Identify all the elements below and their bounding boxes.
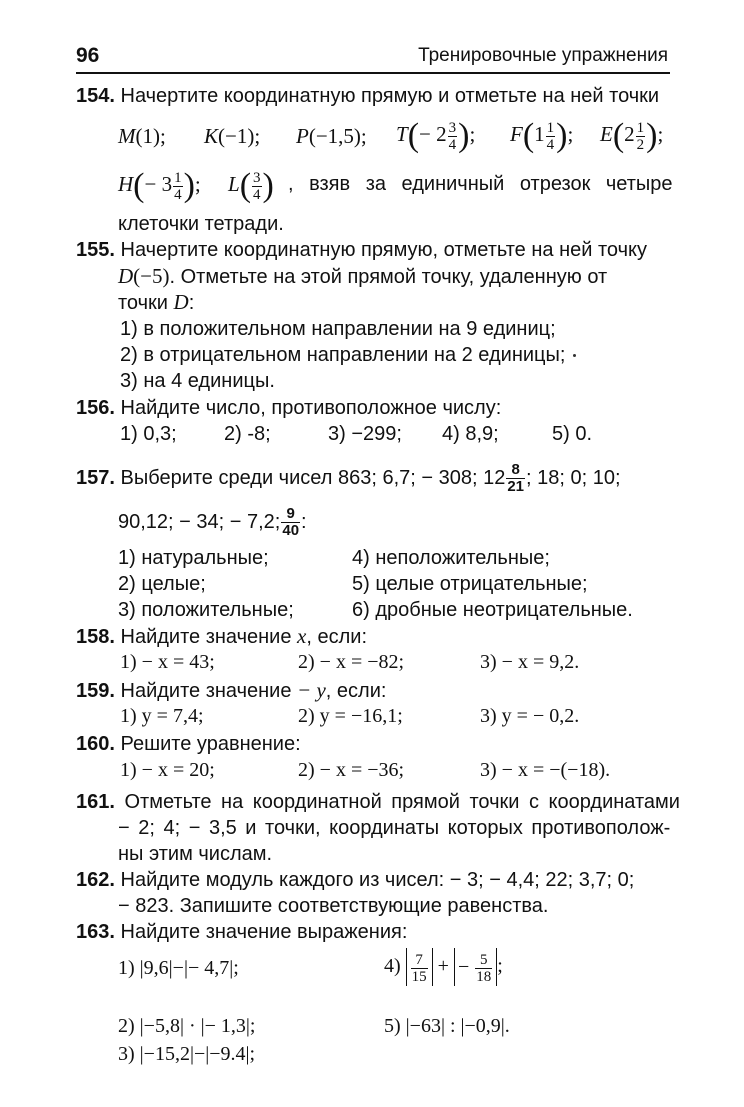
fraction xyxy=(546,120,556,153)
numerator: 7 xyxy=(411,952,428,969)
exercise-number: 159. xyxy=(76,680,115,702)
exercise-158-line-1 xyxy=(76,624,367,649)
numerator: 1 xyxy=(174,169,182,186)
exercise-159-option-2: 2) y = −16,1; xyxy=(298,705,403,727)
point-label: E xyxy=(600,122,613,146)
point-coord: (1); xyxy=(135,124,166,148)
exercise-155-item-1: 1) в положительном направлении на 9 единиц; xyxy=(120,318,556,340)
exercise-160-option-2: 2) − x = −36; xyxy=(298,759,405,781)
mixed-whole: 2 xyxy=(624,122,635,146)
exercise-157-line-1 xyxy=(76,458,621,498)
paren: ) xyxy=(183,167,195,205)
point-label: H xyxy=(118,172,134,196)
punctuation: : xyxy=(301,511,307,533)
exercise-160-option-3: 3) − x = −(−18). xyxy=(480,759,611,781)
point-f: F(1 $\frac{1}{4}$ ); xyxy=(510,117,574,155)
exercise-157-choice-6: 6) дробные неотрицательные. xyxy=(352,599,633,621)
denominator: 4 xyxy=(448,136,457,153)
numerator: 5 xyxy=(475,952,492,969)
denominator: 15 xyxy=(411,969,427,986)
exercise-154-line-4: клеточки тетради. xyxy=(118,213,284,235)
point-label: D xyxy=(118,264,134,288)
exercise-163-expr-3: 3) |−15,2|−|−9.4|; xyxy=(118,1043,256,1065)
point-label: M xyxy=(118,124,136,148)
exercise-text: . Отметьте на этой прямой точку, удаленную от xyxy=(169,266,608,288)
exercise-158-option-1: 1) − x = 43; xyxy=(120,651,215,673)
exercise-text: точки xyxy=(118,292,174,314)
variable: − y xyxy=(297,678,326,702)
exercise-163-expr-2: 2) |−5,8| · |− 1,3|; xyxy=(118,1015,256,1037)
point-t: T(− 2 $\frac{3}{4}$ ); xyxy=(396,117,476,155)
point-label: F xyxy=(510,122,523,146)
exercise-157-choice-2: 2) целые; xyxy=(118,573,206,595)
point-label: K xyxy=(204,124,219,148)
exercise-162-line-1 xyxy=(76,868,634,892)
fraction xyxy=(506,462,525,495)
exercise-162-line-2: − 823. Запишите соответствующие равенства. xyxy=(118,895,549,917)
paren: ( xyxy=(133,167,145,205)
point-label: T xyxy=(396,122,408,146)
exercise-text: Найдите значение xyxy=(120,680,298,702)
fraction xyxy=(252,170,262,203)
exercise-155-item-2 xyxy=(120,343,576,367)
exercise-number: 161. xyxy=(76,791,115,813)
exercise-text: Найдите число, противоположное числу: xyxy=(120,397,502,419)
exercise-156-option-2: 2) -8; xyxy=(224,423,271,445)
paren: ) xyxy=(646,117,658,155)
exercise-157-choice-1: 1) натуральные; xyxy=(118,547,269,569)
exercise-158-option-2: 2) − x = −82; xyxy=(298,651,405,673)
mixed-whole: − 3 xyxy=(144,172,173,196)
point-coord: (−1); xyxy=(218,124,261,148)
exercise-155-line-3 xyxy=(118,290,194,315)
exercise-154-points-row-1 xyxy=(118,124,166,148)
fraction xyxy=(281,506,300,539)
exercise-text: Найдите модуль каждого из чисел: − 3; − 4,4; 22; 3,7; 0; xyxy=(120,869,635,891)
sign: − xyxy=(457,956,470,979)
exercise-154-line-3: , взяв за единичный отрезок четыре xyxy=(288,173,673,195)
denominator: 40 xyxy=(282,522,300,540)
point-label: D xyxy=(173,290,189,314)
exercise-159-option-1: 1) y = 7,4; xyxy=(120,705,204,727)
exercise-161-line-3: ны этим числам. xyxy=(118,843,273,865)
denominator: 4 xyxy=(253,186,261,203)
fraction xyxy=(411,952,428,985)
numerator: 8 xyxy=(506,462,525,479)
exercise-157-choice-3: 3) положительные; xyxy=(118,599,294,621)
paren: ) xyxy=(262,167,274,205)
point-coord: (−5) xyxy=(133,264,170,288)
paren: ( xyxy=(239,167,252,205)
point-label: L xyxy=(228,172,240,196)
exercise-163-expr-1: 1) |9,6|−|− 4,7|; xyxy=(118,957,239,979)
exercise-text: 90,12; − 34; − 7,2; xyxy=(118,511,281,533)
item-text: 2) в отрицательном направлении на 2 единицы; xyxy=(120,344,566,366)
exercise-text: ; 18; 0; 10; xyxy=(526,467,621,489)
punctuation: : xyxy=(188,292,195,314)
point-l xyxy=(228,164,274,204)
operator: + xyxy=(437,955,449,977)
absolute-value xyxy=(454,948,497,986)
numerator: 3 xyxy=(448,119,457,136)
paren: ( xyxy=(612,117,625,155)
variable: x xyxy=(297,624,307,648)
exercise-156-option-4: 4) 8,9; xyxy=(442,423,499,445)
exercise-156-line-1 xyxy=(76,396,501,420)
exercise-160-line-1 xyxy=(76,732,301,756)
denominator: 18 xyxy=(476,969,492,986)
paren: ) xyxy=(556,117,568,155)
exercise-text: Найдите значение выражения: xyxy=(120,921,408,943)
point-label: P xyxy=(296,124,309,148)
paren: ( xyxy=(522,117,535,155)
stray-dot xyxy=(573,354,576,357)
point-p xyxy=(296,124,367,148)
exercise-160-option-1: 1) − x = 20; xyxy=(120,759,215,781)
exercise-number: 158. xyxy=(76,626,115,648)
exercise-163-line-1 xyxy=(76,920,407,944)
point-coord: (−1,5); xyxy=(308,124,367,148)
exercise-text: , если: xyxy=(325,680,387,702)
point-e: E(2 $\frac{1}{2}$ ); xyxy=(600,117,664,155)
running-title: Тренировочные упражнения xyxy=(418,45,668,66)
numerator: 1 xyxy=(546,119,555,136)
point-k xyxy=(204,124,260,148)
exercise-text: Начертите координатную прямую, отметьте на ней точку xyxy=(120,239,647,261)
exercise-number: 155. xyxy=(76,239,115,261)
exercise-number: 154. xyxy=(76,85,115,107)
exercise-number: 157. xyxy=(76,467,115,489)
fraction xyxy=(475,952,492,985)
exercise-text: Найдите значение xyxy=(120,626,298,648)
exercise-154-line-1 xyxy=(76,84,659,108)
numerator: 9 xyxy=(281,506,300,523)
exercise-text: Решите уравнение: xyxy=(120,733,301,755)
exercise-number: 163. xyxy=(76,921,115,943)
exercise-163-expr-4 xyxy=(384,944,503,988)
exercise-161-line-2: − 2; 4; − 3,5 и точки, координаты которых противополож- xyxy=(118,817,671,839)
mixed-whole: 1 xyxy=(534,122,545,146)
exercise-text: Отметьте на координатной прямой точки с координатами xyxy=(124,791,680,813)
exercise-159-line-1 xyxy=(76,678,386,703)
paren: ( xyxy=(407,117,420,155)
page-header xyxy=(76,44,670,74)
exercise-155-line-2 xyxy=(118,264,607,289)
exercise-163-expr-5: 5) |−63| : |−0,9|. xyxy=(384,1015,510,1037)
fraction xyxy=(636,120,646,153)
item-number: 4) xyxy=(384,955,401,977)
exercise-155-line-1 xyxy=(76,238,647,262)
exercise-155-item-3: 3) на 4 единицы. xyxy=(120,370,275,392)
exercise-number: 160. xyxy=(76,733,115,755)
mixed-whole: − 2 xyxy=(419,122,447,146)
exercise-157-line-2 xyxy=(118,502,307,542)
exercise-156-option-5: 5) 0. xyxy=(552,423,593,445)
fraction xyxy=(173,170,183,203)
exercise-156-option-3: 3) −299; xyxy=(328,423,402,445)
punctuation: ; xyxy=(497,955,503,977)
exercise-number: 162. xyxy=(76,869,115,891)
exercise-157-choice-5: 5) целые отрицательные; xyxy=(352,573,588,595)
denominator: 21 xyxy=(507,478,525,496)
fraction xyxy=(448,120,458,153)
exercise-161-line-1 xyxy=(76,790,680,814)
exercise-text: Начертите координатную прямую и отметьте на ней точки xyxy=(120,85,660,107)
denominator: 2 xyxy=(636,136,645,153)
denominator: 4 xyxy=(174,186,182,203)
point-h: H(− 3 $\frac{1}{4}$ ); xyxy=(118,167,201,205)
numerator: 3 xyxy=(253,169,261,186)
numerator: 1 xyxy=(636,119,645,136)
absolute-value xyxy=(406,948,433,986)
exercise-text: , если: xyxy=(306,626,368,648)
exercise-text: Выберите среди чисел 863; 6,7; − 308; 12 xyxy=(120,467,506,489)
denominator: 4 xyxy=(546,136,555,153)
paren: ) xyxy=(458,117,470,155)
exercise-number: 156. xyxy=(76,397,115,419)
page-number: 96 xyxy=(76,44,100,67)
exercise-157-choice-4: 4) неположительные; xyxy=(352,547,550,569)
exercise-159-option-3: 3) y = − 0,2. xyxy=(480,705,580,727)
exercise-156-option-1: 1) 0,3; xyxy=(120,423,177,445)
exercise-158-option-3: 3) − x = 9,2. xyxy=(480,651,580,673)
